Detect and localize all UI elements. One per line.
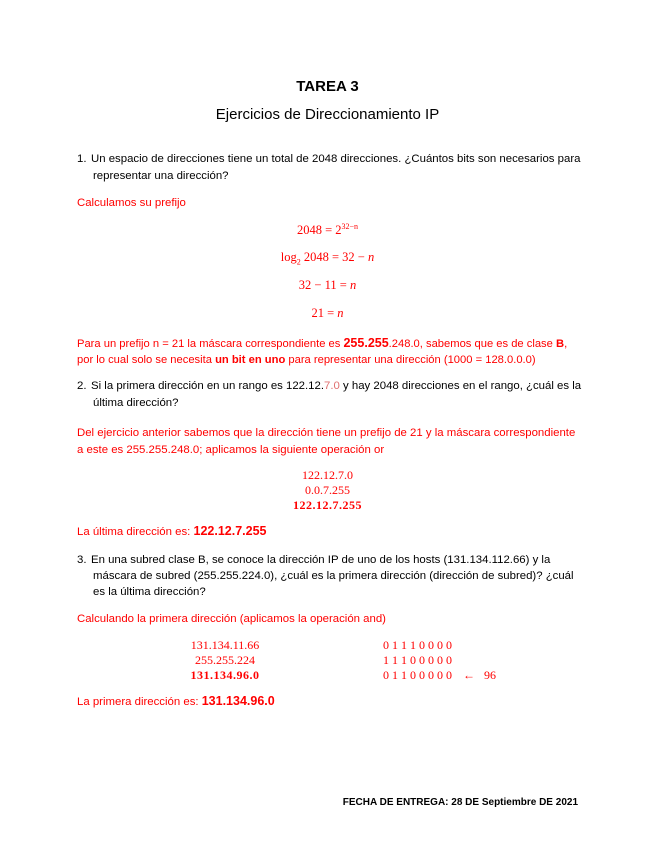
q2-answer-pre: La última dirección es:: [77, 526, 194, 538]
question-2: [77, 377, 581, 395]
q2-operand-1: 122.12.7.0: [302, 468, 353, 482]
ans2-bold: un bit en uno: [215, 354, 286, 366]
q3-bits-ip: 0 1 1 1 0 0 0 0: [383, 638, 452, 652]
q2-line1-highlight: 7.0: [324, 380, 340, 392]
q2-explanation-2: a este es 255.255.248.0; aplicamos la siguiente operación or: [77, 444, 385, 456]
question-3-line-2: máscara de subred (255.255.224.0), ¿cuál es la primera dirección (dirección de subred)? ¿cuál: [93, 570, 574, 582]
q3-answer-value: 131.134.96.0: [201, 694, 275, 708]
question-3-line-3: es la última dirección?: [93, 586, 206, 598]
question-1: [77, 150, 580, 168]
ans2-pre: por lo cual solo se necesita: [77, 354, 216, 366]
q2-answer-value: 122.12.7.255: [193, 524, 267, 538]
eq2-var: n: [367, 250, 375, 264]
eq1-lhs: 2048 = 2: [296, 223, 342, 238]
eq4-var: n: [337, 306, 344, 320]
eq2-log: log: [280, 250, 297, 264]
q1-equation-3: [0, 278, 655, 293]
question-3-number: 3.: [77, 554, 87, 566]
question-2-line-2: última dirección?: [93, 397, 179, 409]
q3-intro: Calculando la primera dirección (aplicamos la operación and): [77, 613, 386, 625]
eq3-var: n: [349, 278, 357, 292]
eq4-lhs: 21 =: [311, 306, 338, 320]
q2-operand-2: 0.0.7.255: [305, 483, 350, 497]
q3-subnet: 131.134.96.0: [190, 668, 260, 682]
due-date: FECHA DE ENTREGA: 28 DE Septiembre DE 2021: [342, 797, 578, 808]
q1-intro: Calculamos su prefijo: [77, 197, 186, 209]
q3-bits-mask: 1 1 1 0 0 0 0 0: [383, 653, 452, 667]
q1-equation-2: [0, 250, 655, 267]
eq2-base: 2: [296, 257, 301, 267]
q3-mask: 255.255.224: [195, 653, 255, 667]
q3-ip: 131.134.11.66: [190, 638, 260, 652]
ans1-mask-bold: 255.255: [343, 336, 389, 350]
question-1-line-1: Un espacio de direcciones tiene un total de 2048 direcciones. ¿Cuántos bits son necesarios para: [91, 153, 581, 165]
q3-bits-result-value: 0 1 1 0 0 0 0 0: [383, 668, 452, 682]
question-2-number: 2.: [77, 380, 87, 392]
q3-decimal-result: 96: [484, 668, 496, 682]
q2-explanation-1: Del ejercicio anterior sabemos que la dirección tiene un prefijo de 21 y la máscara correspondiente: [77, 427, 576, 439]
eq3-lhs: 32 − 11 =: [298, 278, 350, 292]
question-1-number: 1.: [77, 153, 87, 165]
ans1-class: B: [555, 338, 565, 350]
document-title: TAREA 3: [296, 78, 359, 95]
arrow-left-icon: ←: [463, 668, 475, 682]
ans1-pre: Para un prefijo n = 21 la máscara correspondiente es: [77, 338, 344, 350]
q1-equation-4: [0, 306, 655, 321]
q2-line1-pre: Si la primera dirección en un rango es 122.12.: [91, 380, 325, 392]
q1-equation-1: [0, 222, 655, 238]
question-1-line-2: representar una dirección?: [93, 170, 229, 182]
q3-answer: [77, 692, 275, 711]
ans1-end: ,: [564, 338, 568, 350]
ans1-post: .248.0, sabemos que es de clase: [388, 338, 556, 350]
q3-bits-result: [383, 668, 496, 683]
eq1-exponent: 32−n: [341, 222, 359, 231]
ans2-post: para representar una dirección (1000 = 128.0.0.0): [285, 354, 536, 366]
q1-answer-line-2: [77, 351, 536, 369]
q3-line-1: En una subred clase B, se conoce la dirección IP de uno de los hosts (131.134.112.66) y la: [91, 554, 551, 566]
q3-answer-pre: La primera dirección es:: [77, 696, 202, 708]
document-subtitle: Ejercicios de Direccionamiento IP: [215, 106, 440, 123]
q2-answer: [77, 522, 267, 541]
eq2-rest: 2048 = 32 −: [300, 250, 368, 264]
q2-line1-post: y hay 2048 direcciones en el rango, ¿cuál es la: [339, 380, 582, 392]
q2-result: 122.12.7.255: [293, 498, 362, 512]
